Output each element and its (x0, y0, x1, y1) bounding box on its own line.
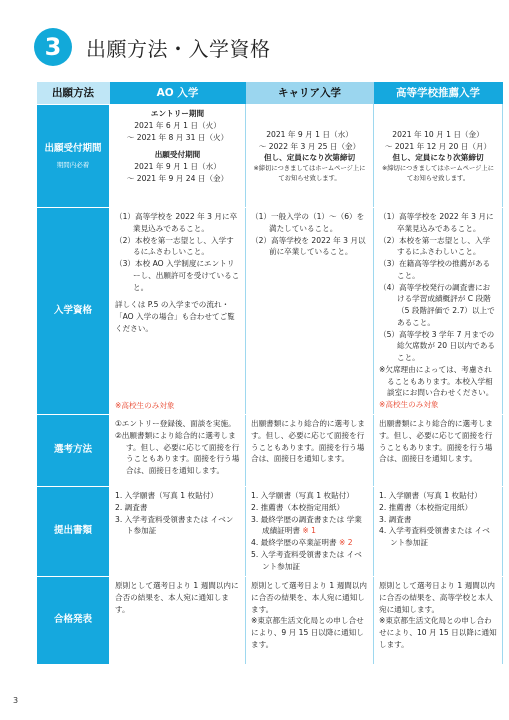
cell-qualification-career (246, 208, 374, 415)
table-header-row (37, 82, 503, 105)
list-item: ②出願書類により総合的に選考します。但し、必要に応じて面接を行うこともあります。面接を行う場合は、面接日を通知します。 (115, 430, 240, 476)
career-period-end: ～ 2022 年 3 月 25 日（金） (258, 141, 361, 151)
highschool-only-note: ※高校生のみ対象 (115, 401, 175, 411)
table-row-qualification (37, 208, 503, 415)
row-label-text: 出願受付期間 (44, 143, 102, 155)
cell-documents-career (246, 487, 374, 577)
col-header-career: キャリア入学 (246, 82, 374, 105)
accept-period-title: 出願受付期間 (154, 150, 201, 160)
accept-period-end: ～ 2021 年 9 月 24 日（金） (126, 173, 229, 183)
table-row-period (37, 105, 503, 208)
list-item: 5. 入学考査料受領書または イベント参加証 (251, 549, 362, 571)
list-item: （1）一般入学の（1）～（6）を満たしていること。 (251, 212, 365, 233)
list-item: （1）高等学校を 2022 年 3 月に卒業見込みであること。 (379, 212, 494, 233)
result-school-text: 原則として選考日より 1 週間以内に合否の結果を、高等学校と本人宛に通知します。 (379, 581, 495, 614)
list-item: 1. 入学願書（写真 1 枚貼付） (251, 491, 354, 501)
entry-period-title: エントリー期間 (150, 109, 205, 118)
admission-table (36, 82, 503, 665)
list-item: 1. 入学願書（写真 1 枚貼付） (115, 491, 218, 501)
footnote-mark: ※ 1 (302, 526, 316, 536)
result-career-text: 原則として選考日より 1 週間以内に合否の結果を、本人宛に通知します。 (251, 581, 367, 614)
cell-result-ao: 原則として選考日より 1 週間以内に合否の結果を、本人宛に通知します。 (110, 577, 246, 665)
career-period-start: 2021 年 9 月 1 日（水） (266, 129, 353, 139)
entry-period-start: 2021 年 6 月 1 日（火） (134, 120, 221, 130)
col-header-ao: AO 入学 (110, 82, 246, 105)
list-item: （2）高等学校を 2022 年 3 月以前に卒業していること。 (251, 235, 366, 257)
cell-result-school (374, 577, 503, 665)
list-item: 1. 入学願書（写真 1 枚貼付） (379, 491, 482, 501)
row-label-period (37, 105, 110, 208)
cell-period-school (374, 105, 503, 208)
list-item: 3. 最終学歴の調査書または 学業成績証明書 ※ 1 (251, 514, 362, 536)
list-item: （4）高等学校発行の調査書における学習成績概評が C 段階（5 段階評価で 2.7）以上であること。 (379, 282, 495, 327)
list-item: （2）本校を第一志望とし、入学するにふさわしいこと。 (379, 235, 491, 257)
list-item: 3. 入学考査料受領書または イベント参加証 (115, 514, 234, 536)
list-item: 3. 調査書 (379, 514, 412, 524)
list-item: 4. 最終学歴の卒業証明書 ※ 2 (251, 538, 353, 548)
list-item: （1）高等学校を 2022 年 3 月に卒業見込みであること。 (115, 212, 238, 233)
school-period-start: 2021 年 10 月 1 日（金） (392, 129, 484, 139)
cell-selection-ao (110, 415, 246, 487)
cell-result-career (246, 577, 374, 665)
cell-period-career (246, 105, 374, 208)
school-deadline-note: 但し、定員になり次第締切 (392, 153, 484, 163)
page-number: 3 (13, 696, 19, 705)
cell-documents-school (374, 487, 503, 577)
career-deadline-note: 但し、定員になり次第締切 (263, 153, 356, 163)
career-deadline-small: ※締切につきましてはホームページ上にてお知らせ致します。 (253, 165, 366, 182)
row-label-documents: 提出書類 (37, 487, 110, 577)
col-header-school: 高等学校推薦入学 (374, 82, 503, 105)
accept-period-start: 2021 年 9 月 1 日（水） (134, 162, 221, 172)
list-item: 2. 調査書 (115, 502, 148, 512)
school-period-end: ～ 2021 年 12 月 20 日（月） (384, 141, 492, 151)
qualification-ao-extra: 詳しくは P.5 の入学までの流れ・「AO 入学の場合」も合わせてご覧ください。 (115, 300, 235, 333)
list-item: （3）在籍高等学校の推薦があること。 (379, 259, 491, 280)
entry-period-end: ～ 2021 年 8 月 31 日（火） (126, 132, 229, 142)
col-header-method: 出願方法 (37, 82, 110, 105)
result-school-note: ※東京都生活文化局との申し合わせにより、10 月 15 日以降に通知します。 (379, 616, 497, 649)
table-row-selection (37, 415, 503, 487)
row-label-qualification: 入学資格 (37, 208, 110, 415)
result-career-note: ※東京都生活文化局との申し合せにより、9 月 15 日以降に通知します。 (251, 616, 364, 649)
cell-period-ao (110, 105, 246, 208)
list-item: （3）本校 AO 入学制度にエントリーし、出願許可を受けていること。 (115, 259, 240, 292)
cell-selection-school: 出願書類により総合的に選考します。但し、必要に応じて面接を行うこともあります。面接を行う場合は、面接日を通知します。 (374, 415, 503, 487)
list-item: ①エントリー登録後、面談を実施。 (115, 419, 236, 429)
section-number-badge: 3 (34, 28, 72, 66)
page-title: 出願方法・入学資格 (86, 37, 271, 61)
table-row-documents (37, 487, 503, 577)
list-item: （2）本校を第一志望とし、入学するにふさわしいこと。 (115, 235, 234, 257)
table-row-result (37, 577, 503, 665)
list-item: （5）高等学校 3 学年 7 月までの総欠席数が 20 日以内であること。 (379, 329, 496, 363)
absence-note: ※欠席理由によっては、考慮されることもあります。本校入学相談室にお問い合わせください。 (379, 364, 494, 398)
row-label-sub: 期間内必着 (56, 160, 90, 169)
cell-qualification-ao (110, 208, 246, 415)
cell-selection-career: 出願書類により総合的に選考します。但し、必要に応じて面接を行うこともあります。面接を行う場合は、面接日を通知します。 (246, 415, 374, 487)
page-header (30, 28, 490, 68)
highschool-only-note: ※高校生のみ対象 (379, 400, 439, 410)
cell-qualification-school (374, 208, 503, 415)
cell-documents-ao (110, 487, 246, 577)
list-item: 2. 推薦書（本校指定用紙） (251, 502, 345, 512)
footnote-mark: ※ 2 (339, 538, 353, 548)
row-label-selection: 選考方法 (37, 415, 110, 487)
school-deadline-small: ※締切につきましてはホームページ上にてお知らせ致します。 (381, 165, 495, 182)
list-item: 4. 入学考査料受領書または イベント参加証 (379, 526, 490, 548)
list-item: 2. 推薦書（本校指定用紙） (379, 502, 473, 512)
row-label-result: 合格発表 (37, 577, 110, 665)
